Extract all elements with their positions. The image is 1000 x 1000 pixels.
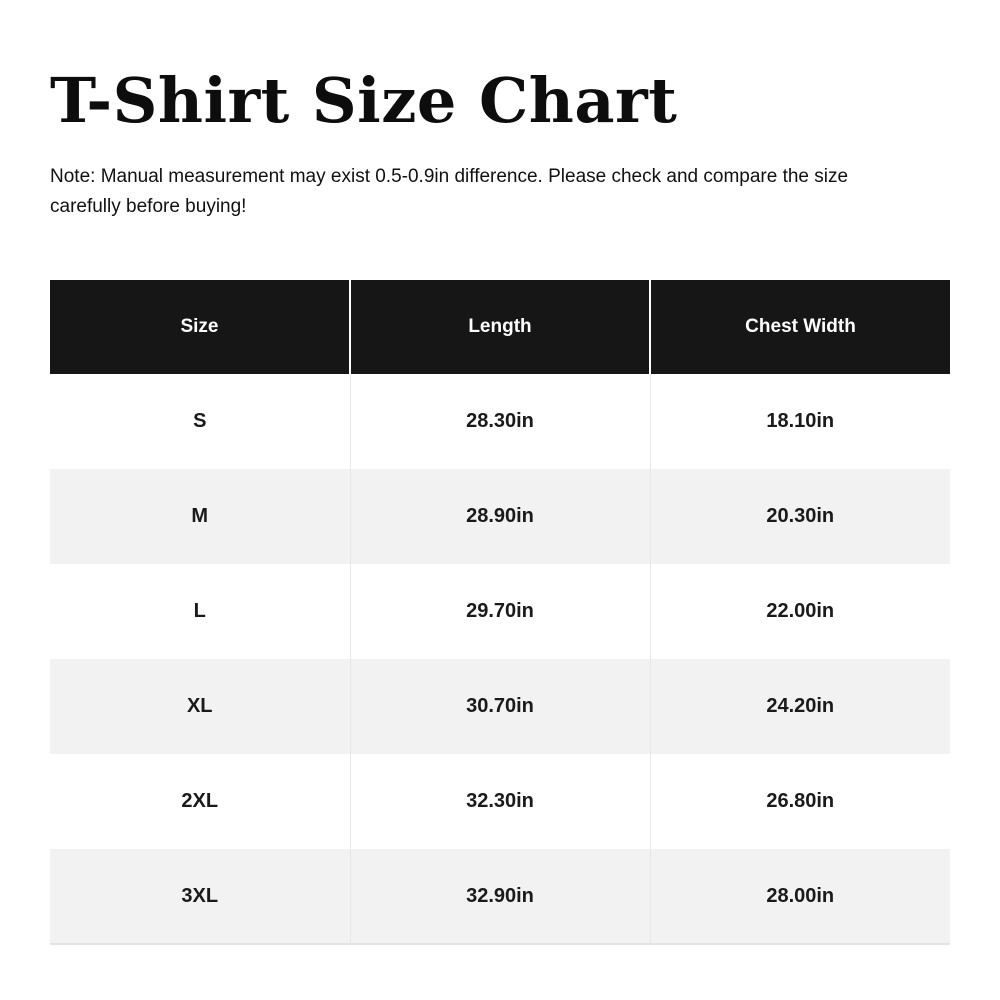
size-cell: M [191, 505, 209, 527]
chest-width-cell: 24.20in [650, 659, 950, 754]
col-header-length: Length [350, 280, 650, 374]
table-row [50, 849, 950, 944]
table-row [50, 754, 950, 849]
chest-width-cell: 26.80in [650, 754, 950, 849]
note-line-1: Note: Manual measurement may exist 0.5-0.9in difference. Please check and compare the size [50, 166, 849, 187]
size-table-body [50, 374, 950, 944]
page-title: T-Shirt Size Chart [50, 64, 678, 137]
size-cell: 2XL [181, 790, 219, 812]
table-row [50, 659, 950, 754]
chest-width-cell: 18.10in [650, 374, 950, 469]
length-cell: 28.90in [350, 469, 650, 564]
size-table [50, 280, 950, 945]
chest-width-cell: 20.30in [650, 469, 950, 564]
chest-width-cell: 22.00in [650, 564, 950, 659]
table-row [50, 374, 950, 469]
table-row [50, 564, 950, 659]
length-cell: 32.30in [350, 754, 650, 849]
table-row [50, 469, 950, 564]
size-cell: 3XL [181, 884, 219, 907]
length-cell: 28.30in [350, 374, 650, 469]
note-line-2: carefully before buying! [50, 196, 247, 217]
note-text [50, 162, 950, 222]
size-cell: L [193, 600, 206, 622]
length-cell: 29.70in [350, 564, 650, 659]
size-cell: XL [186, 695, 213, 717]
length-cell: 32.90in [350, 849, 650, 944]
col-header-chest-width: Chest Width [650, 280, 950, 374]
header-row [50, 280, 950, 374]
size-cell: S [193, 410, 207, 432]
chest-width-cell: 28.00in [650, 849, 950, 944]
size-table-header [50, 280, 950, 374]
col-header-size: Size [50, 280, 350, 374]
length-cell: 30.70in [350, 659, 650, 754]
